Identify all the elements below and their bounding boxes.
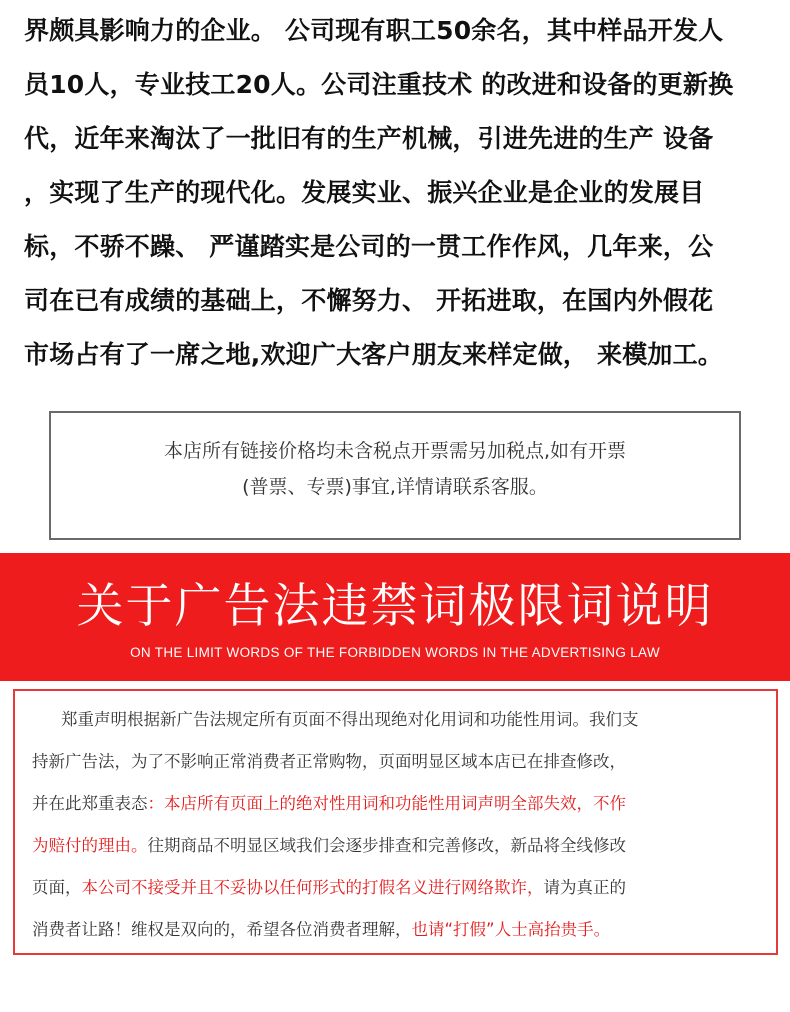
intro-line: 代，近年来淘汰了一批旧有的生产机械，引进先进的生产 设备 bbox=[24, 124, 714, 153]
statement-highlight: 也请“打假”人士高抬贵手。 bbox=[411, 920, 611, 939]
intro-line: 界颇具影响力的企业。 公司现有职工50余名，其中样品开发人 bbox=[24, 16, 724, 45]
tax-notice-line-2: (普票、专票)事宜,详情请联系客服。 bbox=[242, 476, 548, 498]
statement-text: 消费者让路！维权是双向的，希望各位消费者理解， bbox=[32, 920, 412, 939]
banner-title: 关于广告法违禁词极限词说明 bbox=[76, 579, 714, 634]
statement-text: 郑重声明根据新广告法规定所有页面不得出现绝对化用词和功能性用词。我们支 bbox=[61, 710, 639, 729]
banner-subtitle: ON THE LIMIT WORDS OF THE FORBIDDEN WORDS IN THE ADVERTISING LAW bbox=[130, 645, 660, 660]
statement-highlight: 为赔付的理由。 bbox=[32, 836, 148, 855]
statement-highlight: 本公司不接受并且不妥协以任何形式的打假名义进行网络欺诈， bbox=[81, 878, 544, 897]
advertising-law-banner bbox=[0, 553, 790, 681]
statement-line-5 bbox=[32, 876, 626, 900]
statement-line-4 bbox=[32, 834, 626, 858]
tax-notice-line-1: 本店所有链接价格均未含税点开票需另加税点,如有开票 bbox=[163, 440, 627, 462]
statement-text: 页面， bbox=[32, 878, 82, 897]
company-intro-paragraph bbox=[24, 4, 774, 382]
intro-line: 员10人，专业技工20人。公司注重技术 的改进和设备的更新换 bbox=[24, 70, 734, 99]
intro-line: 市场占有了一席之地,欢迎广大客户朋友来样定做， 来模加工。 bbox=[24, 340, 724, 369]
statement-text: 持新广告法，为了不影响正常消费者正常购物，页面明显区域本店已在排查修改， bbox=[32, 752, 626, 771]
statement-line-1 bbox=[61, 708, 639, 732]
statement-line-6 bbox=[32, 918, 610, 942]
statement-line-2 bbox=[32, 750, 626, 774]
intro-line: 标，不骄不躁、 严谨踏实是公司的一贯工作作风，几年来，公 bbox=[24, 232, 714, 261]
intro-line: 司在已有成绩的基础上，不懈努力、 开拓进取，在国内外假花 bbox=[24, 286, 714, 315]
statement-text: 请为真正的 bbox=[543, 878, 626, 897]
statement-highlight: ：本店所有页面上的绝对性用词和功能性用词声明全部失效，不作 bbox=[147, 794, 626, 813]
statement-line-3 bbox=[32, 792, 626, 816]
tax-notice-box bbox=[49, 411, 741, 540]
statement-text: 并在此郑重表态 bbox=[32, 794, 148, 813]
intro-line: ，实现了生产的现代化。发展实业、振兴企业是企业的发展目 bbox=[24, 178, 705, 207]
legal-statement-box bbox=[13, 689, 778, 955]
statement-text: 往期商品不明显区域我们会逐步排查和完善修改，新品将全线修改 bbox=[147, 836, 626, 855]
